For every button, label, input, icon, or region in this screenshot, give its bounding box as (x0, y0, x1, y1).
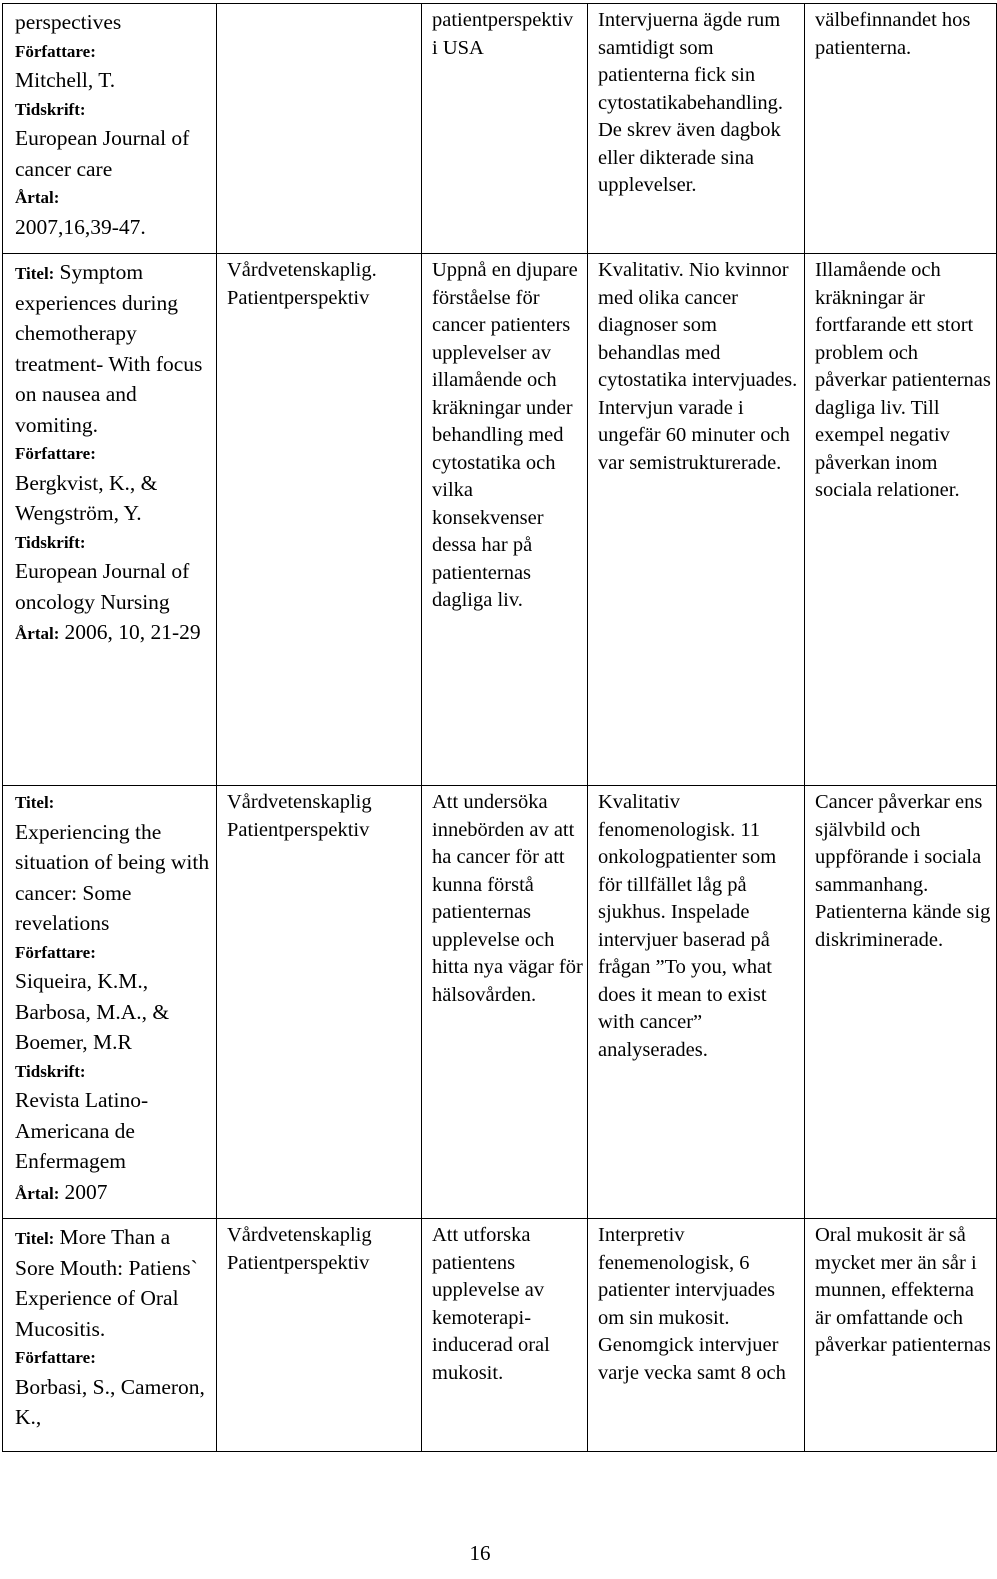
field-value: 2007 (64, 1179, 108, 1204)
method-cell: Kvalitativ. Nio kvinnor med olika cancer diagnoser som behandlas med cytostatika intervjuades. Intervjun varade i ungefär 60 minuter och var semistrukturerade. (588, 254, 805, 786)
result-cell: Oral mukosit är så mycket mer än sår i munnen, effekterna är omfattande och påverkar patienternas (805, 1219, 997, 1452)
article-line (15, 1085, 212, 1177)
article-line (15, 184, 212, 212)
table-row (3, 254, 997, 786)
field-value: More Than a Sore Mouth: Patiens` Experience of Oral Mucositis. (15, 1225, 198, 1341)
article-line (15, 1344, 212, 1372)
field-value: 2007,16,39-47. (15, 214, 146, 239)
table-row (3, 1219, 997, 1452)
field-value: Symptom experiences during chemotherapy treatment- With focus on nausea and vomiting. (15, 260, 203, 437)
table-row (3, 4, 997, 254)
perspective-cell: Vårdvetenskaplig. Patientperspektiv (217, 254, 422, 786)
article-line (15, 1372, 212, 1433)
article-line (15, 556, 212, 617)
field-value: 2006, 10, 21-29 (64, 620, 201, 644)
article-cell (3, 4, 217, 254)
article-line (15, 440, 212, 468)
field-label: Tidskrift: (15, 1061, 86, 1081)
perspective-cell: Vårdvetenskaplig Patientperspektiv (217, 786, 422, 1219)
field-value: Bergkvist, K., & Wengström, Y. (15, 470, 158, 525)
article-line (15, 939, 212, 967)
method-cell: Intervjuerna ägde rum samtidigt som patienterna fick sin cytostatikabehandling. De skrev även dagbok eller dikterade sina upplevelser. (588, 4, 805, 254)
literature-table (2, 3, 997, 1452)
perspective-cell (217, 4, 422, 254)
page-number: 16 (469, 1541, 491, 1565)
field-label: Författare: (15, 41, 96, 61)
field-value: European Journal of oncology Nursing (15, 559, 190, 614)
field-label: Tidskrift: (15, 532, 86, 552)
article-line (15, 38, 212, 66)
field-label: Årtal: (15, 624, 60, 643)
method-cell: Kvalitativ fenomenologisk. 11 onkologpatienter som för tillfället låg på sjukhus. Inspelade intervjuer baserad på frågan ”To you, what does it mean to exist with cancer” analyserades. (588, 786, 805, 1219)
article-line (15, 789, 212, 817)
field-label: Författare: (15, 444, 96, 463)
article-line (15, 123, 212, 184)
article-line (15, 1222, 212, 1344)
article-line (15, 817, 212, 939)
article-line (15, 65, 212, 96)
field-value: perspectives (15, 10, 122, 34)
field-label: Titel: (15, 1229, 55, 1248)
article-cell (3, 254, 217, 786)
field-label: Tidskrift: (15, 99, 86, 119)
field-label: Titel: (15, 264, 55, 283)
perspective-cell: Vårdvetenskaplig Patientperspektiv (217, 1219, 422, 1452)
aim-cell: Att undersöka innebörden av att ha cancer för att kunna förstå patienternas upplevelse och hitta nya vägar för hälsovården. (422, 786, 588, 1219)
result-cell: välbefinnandet hos patienterna. (805, 4, 997, 254)
table-row (3, 786, 997, 1219)
result-cell: Cancer påverkar ens självbild och uppförande i sociala sammanhang. Patienterna kände sig diskriminerade. (805, 786, 997, 1219)
aim-cell: Uppnå en djupare förståelse för cancer patienters upplevelser av illamående och kräkningar under behandling med cytostatika och vilka konsekvenser dessa har på patienternas dagliga liv. (422, 254, 588, 786)
article-line (15, 257, 212, 440)
field-value: Mitchell, T. (15, 68, 116, 92)
article-line (15, 1177, 212, 1208)
article-line (15, 96, 212, 124)
article-line (15, 529, 212, 557)
field-label: Författare: (15, 942, 96, 962)
field-value: Siqueira, K.M., Barbosa, M.A., & Boemer, M.R (15, 969, 170, 1054)
article-cell (3, 1219, 217, 1452)
field-value: Borbasi, S., Cameron, K., (15, 1374, 205, 1429)
article-line (15, 1058, 212, 1086)
article-line (15, 212, 212, 243)
field-label: Titel: (15, 793, 55, 812)
field-value: European Journal of cancer care (15, 126, 190, 181)
field-label: Författare: (15, 1348, 96, 1367)
field-label: Årtal: (15, 1183, 60, 1203)
method-cell: Interpretiv fenemenologisk, 6 patienter intervjuades om sin mukosit. Genomgick intervjuer varje vecka samt 8 och (588, 1219, 805, 1452)
article-line (15, 468, 212, 529)
field-value: Revista Latino-Americana de Enfermagem (15, 1088, 149, 1173)
aim-cell: Att utforska patientens upplevelse av kemoterapi-inducerad oral mukosit. (422, 1219, 588, 1452)
article-line (15, 966, 212, 1058)
aim-cell: patientperspektiv i USA (422, 4, 588, 254)
article-line (15, 617, 212, 648)
article-line (15, 7, 212, 38)
result-cell: Illamående och kräkningar är fortfarande ett stort problem och påverkar patienternas dagliga liv. Till exempel negativ påverkan inom sociala relationer. (805, 254, 997, 786)
field-value: Experiencing the situation of being with cancer: Some revelations (15, 819, 210, 935)
field-label: Årtal: (15, 188, 60, 207)
article-cell (3, 786, 217, 1219)
